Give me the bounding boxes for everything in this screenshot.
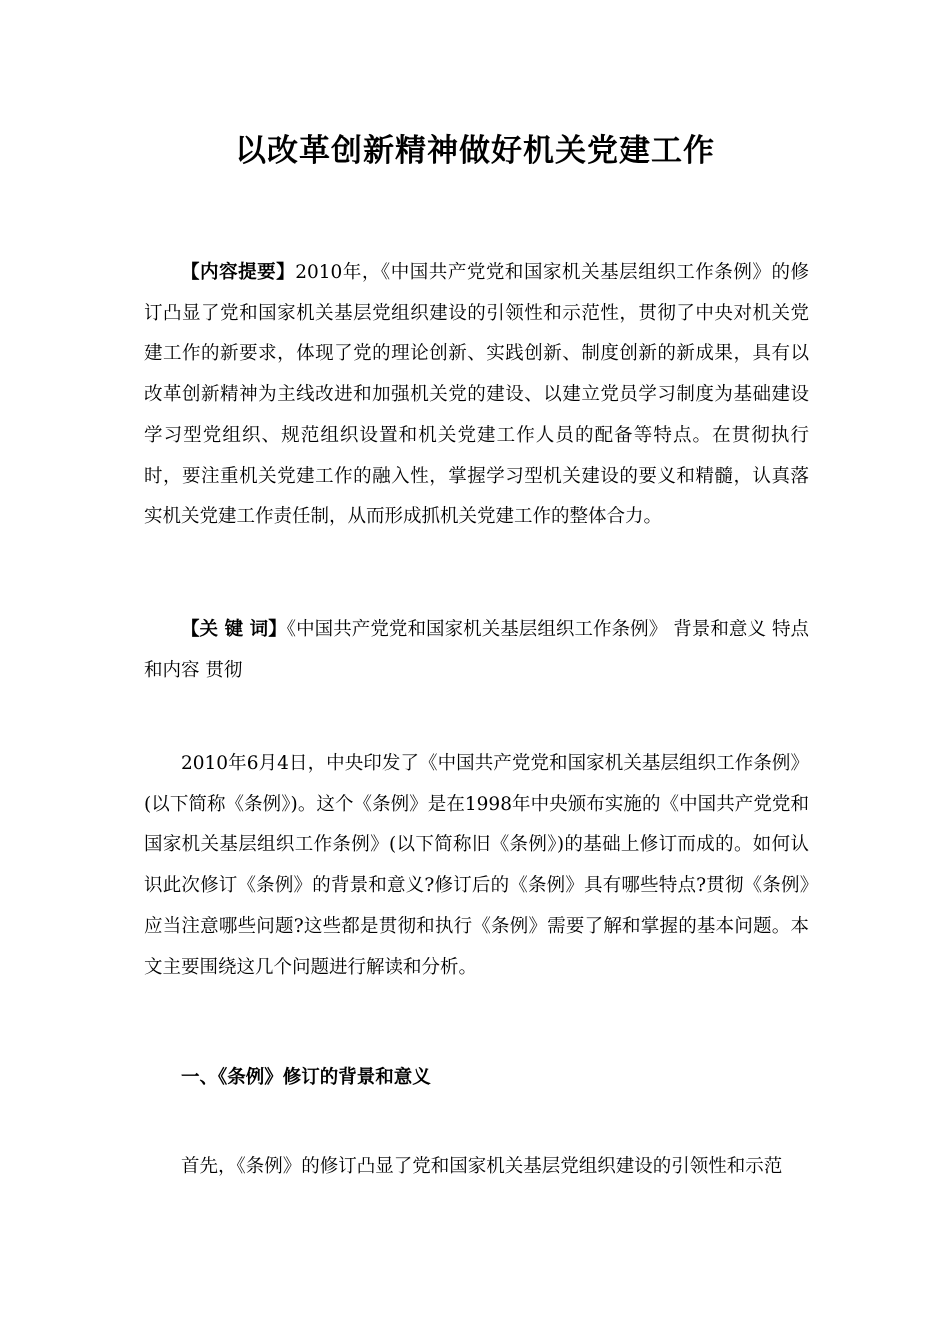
abstract-paragraph bbox=[144, 253, 809, 538]
keywords-paragraph bbox=[144, 610, 809, 691]
intro-paragraph: 2010年6月4日，中央印发了《中国共产党党和国家机关基层组织工作条例》(以下简称《条例》)。这个《条例》是在1998年中央颁布实施的《中国共产党党和国家机关基层组织工作条例》(以下简称旧《条例》)的基础上修订而成的。如何认识此次修订《条例》的背景和意义?修订后的《条例》具有哪些特点?贯彻《条例》应当注意哪些问题?这些都是贯彻和执行《条例》需要了解和掌握的基本问题。本文主要围绕这几个问题进行解读和分析。 bbox=[144, 753, 809, 978]
section-heading: 一、《条例》修订的背景和意义 bbox=[181, 1067, 431, 1088]
keywords-text: 《中国共产党党和国家机关基层组织工作条例》 背景和意义 特点和内容 贯彻 bbox=[144, 619, 809, 681]
abstract-text: 2010年，《中国共产党党和国家机关基层组织工作条例》的修订凸显了党和国家机关基层党组织建设的引领性和示范性，贯彻了中央对机关党建工作的新要求，体现了党的理论创新、实践创新、制度创新的新成果，具有以改革创新精神为主线改进和加强机关党的建设、以建立党员学习制度为基础建设学习型党组织、规范组织设置和机关党建工作人员的配备等特点。在贯彻执行时，要注重机关党建工作的融入性，掌握学习型机关建设的要义和精髓，认真落实机关党建工作责任制，从而形成抓机关党建工作的整体合力。 bbox=[144, 262, 809, 528]
keywords-label: 【关 键 词】 bbox=[181, 619, 287, 640]
section-paragraph: 首先，《条例》的修订凸显了党和国家机关基层党组织建设的引领性和示范 bbox=[181, 1156, 783, 1177]
abstract-label: 【内容提要】 bbox=[181, 262, 296, 283]
document-title: 以改革创新精神做好机关党建工作 bbox=[235, 133, 715, 169]
